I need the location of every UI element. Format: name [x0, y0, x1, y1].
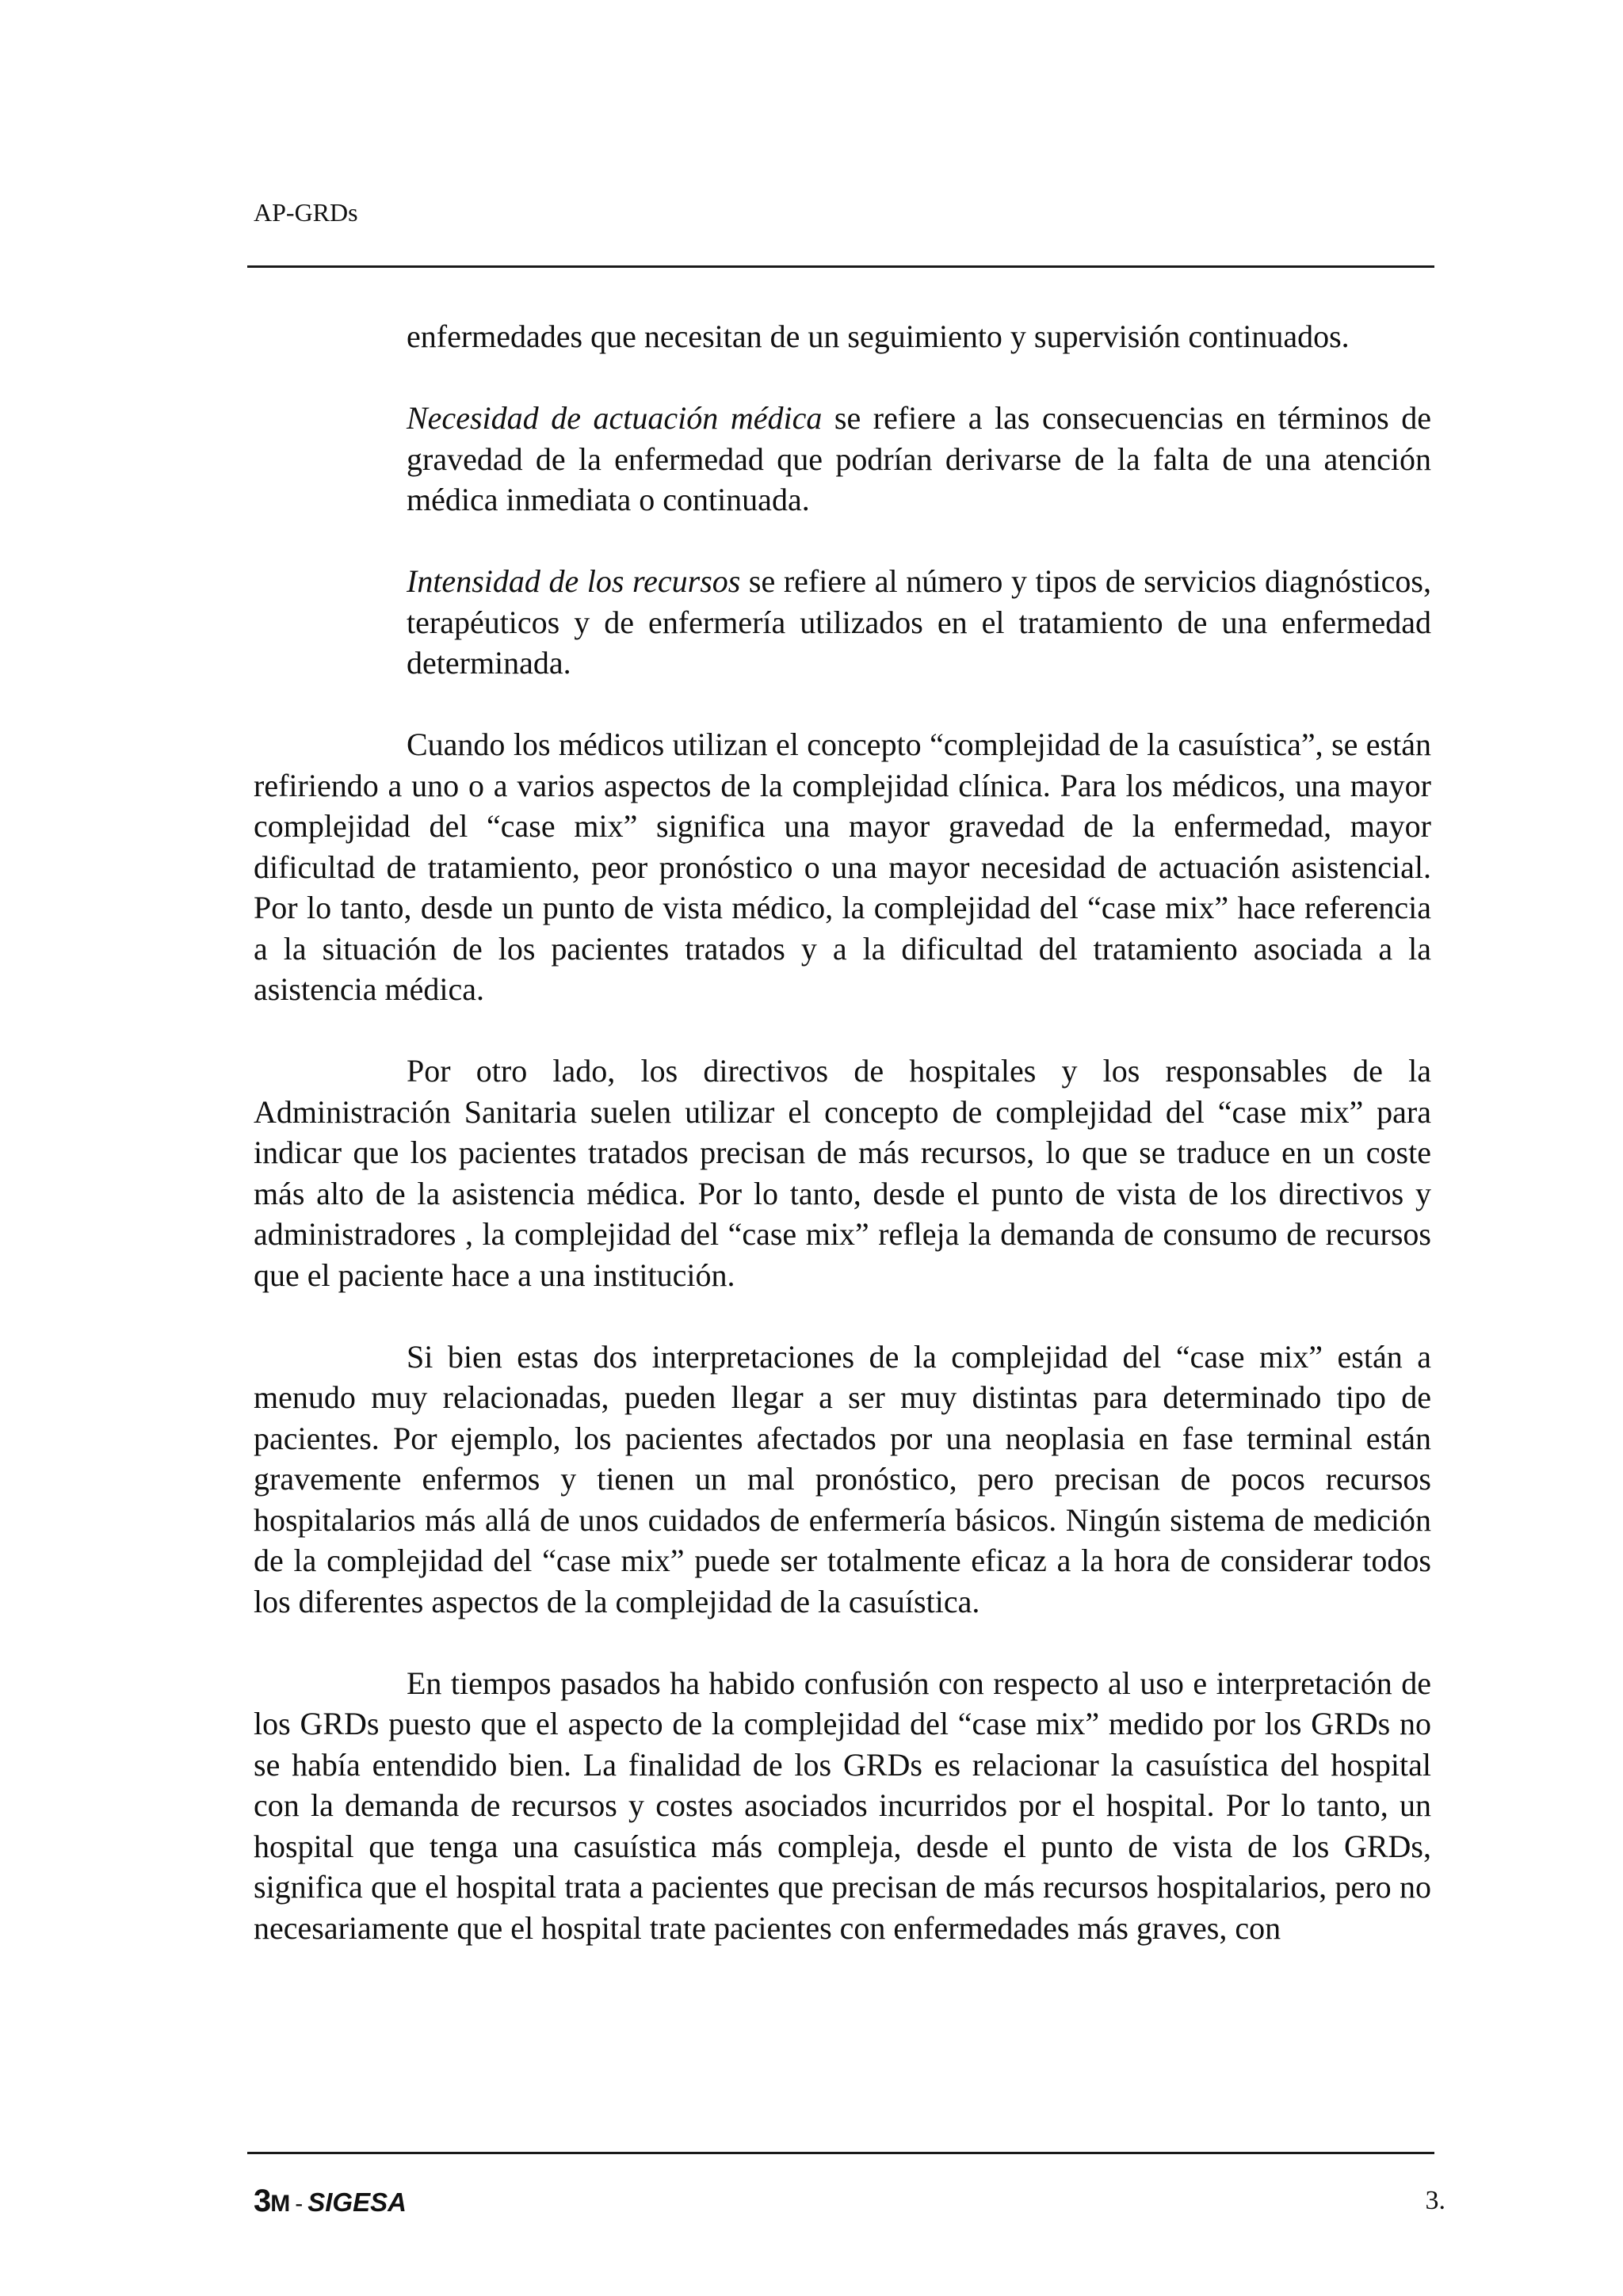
- logo-3m-digit: 3: [254, 2183, 271, 2218]
- term-resource-intensity: Intensidad de los recursos: [407, 563, 741, 599]
- body-content: [254, 316, 1431, 1989]
- paragraph-definition-resource-intensity: [254, 561, 1431, 684]
- footer-brand: [254, 2185, 407, 2220]
- paragraph-interpretations: Si bien estas dos interpretaciones de la complejidad del “case mix” están a menudo muy relacionadas, pueden llegar a ser muy distintas para determinado tipo de pacientes. Por ejemplo, los pacientes afectados por una neoplasia en fase terminal están gravemente enfermos y tienen un mal pronóstico, pero precisan de pocos recursos hospitalarios más allá de unos cuidados de enfermería básicos. Ningún sistema de medición de la complejidad del “case mix” puede ser totalmente eficaz a la hora de considerar todos los diferentes aspectos de la complejidad de la casuística.: [254, 1338, 1431, 1619]
- running-header: AP-GRDs: [254, 198, 358, 227]
- paragraph-grd-purpose: En tiempos pasados ha habido confusión con respecto al uso e interpretación de los GRDs puesto que el aspecto de la complejidad del “case mix” medido por los GRDs no se había entendido bien. La finalidad de los GRDs es relacionar la casuística del hospital con la demanda de recursos y costes asociados incurridos por el hospital. Por lo tanto, un hospital que tenga una casuística más compleja, desde el punto de vista de los GRDs, significa que el hospital trata a pacientes que precisan de más recursos hospitalarios, pero no necesariamente que el hospital trate pacientes con enfermedades más graves, con: [254, 1665, 1431, 1946]
- footer-brand-name: SIGESA: [307, 2187, 407, 2217]
- paragraph-administrators-view: Por otro lado, los directivos de hospitales y los responsables de la Administración Sanitaria suelen utilizar el concepto de complejidad del “case mix” para indicar que los pacientes tratados precisan de más recursos, lo que se traduce en un coste más alto de la asistencia médica. Por lo tanto, desde el punto de vista de los directivos y administradores , la complejidad del “case mix” refleja la demanda de consumo de recursos que el paciente hace a una institución.: [254, 1053, 1431, 1293]
- footer-separator: -: [295, 2191, 304, 2217]
- definition-resource-intensity: se refiere al número y tipos de servicios diagnósticos, terapéuticos y de enfermería utilizados en el tratamiento de una enfermedad determinada.: [407, 563, 1431, 681]
- paragraph-definition-medical-need: [254, 398, 1431, 521]
- page-number: 3.: [1425, 2186, 1445, 2215]
- paragraph-continuation: enfermedades que necesitan de un seguimiento y supervisión continuados.: [407, 318, 1350, 354]
- header-rule: [247, 265, 1434, 268]
- logo-3m-letter: M: [270, 2191, 291, 2217]
- term-medical-need: Necesidad de actuación médica: [407, 400, 823, 436]
- paragraph-physicians-view: Cuando los médicos utilizan el concepto “complejidad de la casuística”, se están refiriendo a uno o a varios aspectos de la complejidad clínica. Para los médicos, una mayor complejidad del “case mix” significa una mayor gravedad de la enfermedad, mayor dificultad de tratamiento, peor pronóstico o una mayor necesidad de actuación asistencial. Por lo tanto, desde un punto de vista médico, la complejidad del “case mix” hace referencia a la situación de los pacientes tratados y a la dificultad del tratamiento asociada a la asistencia médica.: [254, 727, 1431, 1007]
- footer-rule: [247, 2152, 1434, 2154]
- definition-medical-need: se refiere a las consecuencias en términos de gravedad de la enfermedad que podrían derivarse de la falta de una atención médica inmediata o continuada.: [407, 400, 1431, 517]
